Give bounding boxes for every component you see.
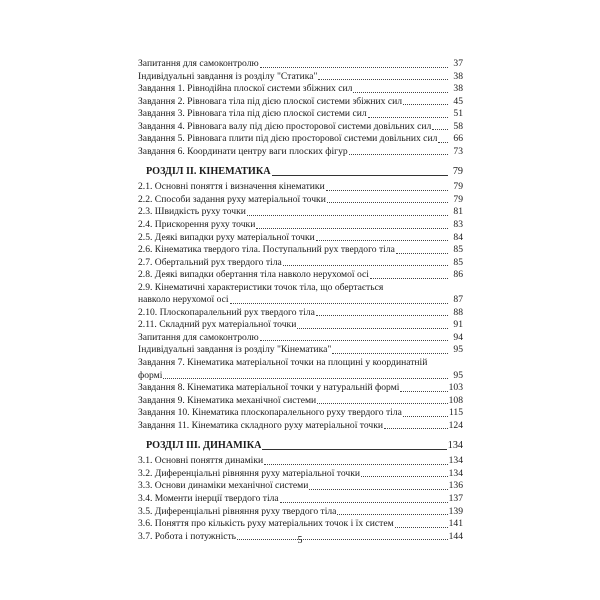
toc-page-number: 94	[453, 331, 463, 343]
toc-entry-title: 2.7. Обертальний рух твердого тіла	[138, 256, 282, 268]
toc-leader-dots	[438, 142, 448, 143]
toc-page-number: 81	[453, 206, 463, 218]
toc-page-number: 84	[453, 231, 463, 243]
toc-leader-dots	[262, 449, 446, 450]
toc-entry-title: 2.4. Прискорення руху точки	[138, 219, 256, 231]
toc-leader-dots	[327, 202, 448, 203]
toc-leader-dots	[370, 278, 448, 279]
toc-entry-title: Завдання 5. Рівновага плити під дією просторової системи довільних сил	[138, 133, 438, 145]
toc-page-number: 124	[448, 419, 463, 431]
toc-page-number: 38	[453, 70, 463, 82]
toc-page-number: 51	[453, 108, 463, 120]
toc-section-heading	[138, 436, 463, 455]
toc-page-number: 103	[448, 382, 463, 394]
toc-entry	[138, 219, 463, 232]
toc-entry-title: Завдання 9. Кінематика механічної системи	[138, 394, 317, 406]
toc-entry-title: 2.3. Швидкість руху точки	[138, 206, 246, 218]
toc-entry	[138, 455, 463, 468]
toc-page-number: 134	[448, 467, 463, 479]
toc-page-number: 144	[448, 530, 463, 542]
toc-entry	[138, 382, 463, 395]
toc-page-number: 45	[453, 95, 463, 107]
toc-entry-title: Завдання 2. Рівновага тіла під дією плоскої системи збіжних сил	[138, 95, 403, 107]
toc-entry	[138, 244, 463, 257]
page-number: 5	[297, 535, 303, 546]
toc-leader-dots	[309, 489, 447, 490]
toc-entry	[138, 58, 463, 71]
toc-entry	[138, 370, 463, 383]
toc-entry	[138, 108, 463, 121]
toc-leader-dots	[316, 240, 448, 241]
toc-page-number: 137	[448, 492, 463, 504]
toc-page-number: 85	[453, 256, 463, 268]
toc-entry-title: Індивідуальні завдання із розділу "Кінематика"	[138, 344, 332, 356]
toc-leader-dots	[163, 378, 448, 379]
toc-entry	[138, 420, 463, 433]
toc-entry-title: 2.2. Способи задання руху матеріальної точки	[138, 193, 326, 205]
toc-entry-title: Запитання для самоконтролю	[138, 331, 259, 343]
toc-leader-dots	[332, 353, 448, 354]
toc-entry-title: 3.5. Диференціальні рівняння руху твердого тіла	[138, 505, 337, 517]
toc-entry-title: Завдання 3. Рівновага тіла під дією плоскої системи сил	[138, 108, 367, 120]
toc-page-number: 95	[453, 369, 463, 381]
toc-page-number: 66	[453, 133, 463, 145]
toc-page-number: 95	[453, 344, 463, 356]
toc-entry	[138, 181, 463, 194]
toc-entry-title: 2.10. Плоскопаралельний рух твердого тіла	[138, 306, 315, 318]
toc-page-number: 87	[453, 294, 463, 306]
toc-page-number: 88	[453, 306, 463, 318]
toc-leader-dots	[283, 265, 448, 266]
toc-leader-dots	[256, 228, 448, 229]
toc-leader-dots	[368, 117, 448, 118]
toc-entry-title: 2.11. Складний рух матеріальної точки	[138, 319, 297, 331]
toc-entry	[138, 332, 463, 345]
toc-page-number: 91	[453, 319, 463, 331]
toc-entry-title: Індивідуальні завдання із розділу "Статика"	[138, 70, 318, 82]
toc-leader-dots	[403, 104, 448, 105]
toc-entry	[138, 294, 463, 307]
toc-leader-dots	[396, 253, 448, 254]
toc-page-number: 136	[448, 480, 463, 492]
toc-entry	[138, 307, 463, 320]
toc-entry-title: РОЗДІЛ ІІІ. ДИНАМІКА	[146, 440, 262, 452]
toc-entry	[138, 518, 463, 531]
toc-page-number: 37	[453, 58, 463, 69]
toc-page-number: 134	[448, 455, 463, 467]
toc-entry	[138, 344, 463, 357]
toc-entry-title: РОЗДІЛ ІІ. КІНЕМАТИКА	[146, 166, 271, 178]
toc-page-number: 139	[448, 505, 463, 517]
toc-entry	[138, 468, 463, 481]
toc-leader-dots	[400, 391, 447, 392]
toc-entry-title: 3.7. Робота і потужність	[138, 530, 237, 542]
toc-entry-continued: Завдання 7. Кінематика матеріальної точки на площині у координатній	[138, 357, 428, 369]
toc-entry	[138, 232, 463, 245]
toc-entry	[138, 194, 463, 207]
toc-page-number: 141	[448, 518, 463, 530]
toc-entry	[138, 146, 463, 159]
toc-entry-title: 3.2. Диференціальні рівняння руху матеріальної точки	[138, 467, 361, 479]
toc-leader-dots	[353, 92, 448, 93]
toc-entry-title: Завдання 10. Кінематика плоскопаралельного руху твердого тіла	[138, 407, 402, 419]
toc-entry-title: Завдання 8. Кінематика матеріальної точки у натуральній формі	[138, 382, 400, 394]
toc-entry-title: Завдання 11. Кінематика складного руху матеріальної точки	[138, 419, 384, 431]
toc-page-number: 83	[453, 219, 463, 231]
toc-leader-dots	[349, 154, 448, 155]
toc-entry	[138, 493, 463, 506]
toc-entry-title: Завдання 4. Рівновага валу під дією просторової системи довільних сил	[138, 120, 432, 132]
toc-entry-title: навколо нерухомої осі	[138, 294, 229, 306]
table-of-contents	[138, 58, 463, 543]
toc-page-number: 58	[453, 120, 463, 132]
toc-page-number: 79	[453, 181, 463, 193]
toc-entry	[138, 96, 463, 109]
section-spacer	[138, 432, 463, 435]
toc-page-number: 73	[453, 145, 463, 157]
toc-entry	[138, 133, 463, 146]
toc-entry-title: 2.8. Деякі випадки обертання тіла навколо нерухомої осі	[138, 269, 369, 281]
toc-leader-dots	[280, 502, 448, 503]
toc-leader-dots	[230, 303, 448, 304]
toc-page-number: 86	[453, 269, 463, 281]
toc-leader-dots	[260, 67, 448, 68]
toc-entry-title: Завдання 1. Рівнодійна плоскої системи збіжних сил	[138, 83, 353, 95]
toc-entry	[138, 506, 463, 519]
toc-page-number: 115	[448, 407, 463, 419]
toc-page-number: 108	[448, 394, 463, 406]
toc-page-number: 134	[447, 440, 463, 452]
toc-leader-dots	[272, 175, 448, 176]
section-spacer	[138, 158, 463, 161]
toc-entry	[138, 206, 463, 219]
toc-page-number: 38	[453, 83, 463, 95]
toc-entry	[138, 407, 463, 420]
toc-entry-title: 2.5. Деякі випадки руху матеріальної точки	[138, 231, 315, 243]
toc-page-number: 79	[453, 193, 463, 205]
toc-entry	[138, 257, 463, 270]
toc-entry-title: 3.6. Поняття про кількість руху матеріальних точок і їх систем	[138, 518, 394, 530]
toc-entry-title: Завдання 6. Координати центру ваги плоских фігур	[138, 145, 348, 157]
toc-entry	[138, 71, 463, 84]
toc-leader-dots	[361, 476, 448, 477]
toc-entry-continued: 2.9. Кінематичні характеристики точок тіла, що обертається	[138, 281, 384, 293]
toc-leader-dots	[316, 315, 448, 316]
toc-leader-dots	[260, 340, 448, 341]
toc-leader-dots	[432, 129, 448, 130]
toc-entry	[138, 83, 463, 96]
toc-leader-dots	[395, 527, 448, 528]
toc-entry-title: 3.4. Моменти інерції твердого тіла	[138, 492, 279, 504]
toc-entry-title: формі	[138, 369, 163, 381]
toc-entry-title: Запитання для самоконтролю	[138, 58, 259, 69]
toc-leader-dots	[318, 79, 448, 80]
toc-entry	[138, 319, 463, 332]
toc-leader-dots	[247, 215, 448, 216]
toc-leader-dots	[384, 428, 448, 429]
toc-entry-title: 3.3. Основи динаміки механічної системи	[138, 480, 309, 492]
toc-entry	[138, 121, 463, 134]
toc-entry	[138, 395, 463, 408]
toc-entry-title: 2.1. Основні поняття і визначення кінематики	[138, 181, 325, 193]
toc-leader-dots	[337, 514, 447, 515]
toc-leader-dots	[326, 190, 448, 191]
toc-page-number: 79	[452, 166, 463, 178]
toc-leader-dots	[317, 403, 447, 404]
toc-entry	[138, 480, 463, 493]
toc-entry-title: 3.1. Основні поняття динаміки	[138, 455, 264, 467]
toc-leader-dots	[264, 464, 447, 465]
toc-leader-dots	[297, 328, 448, 329]
toc-entry	[138, 269, 463, 282]
toc-entry-title: 2.6. Кінематика твердого тіла. Поступальний рух твердого тіла	[138, 244, 395, 256]
toc-section-heading	[138, 162, 463, 181]
toc-page-number: 85	[453, 244, 463, 256]
toc-leader-dots	[403, 416, 448, 417]
